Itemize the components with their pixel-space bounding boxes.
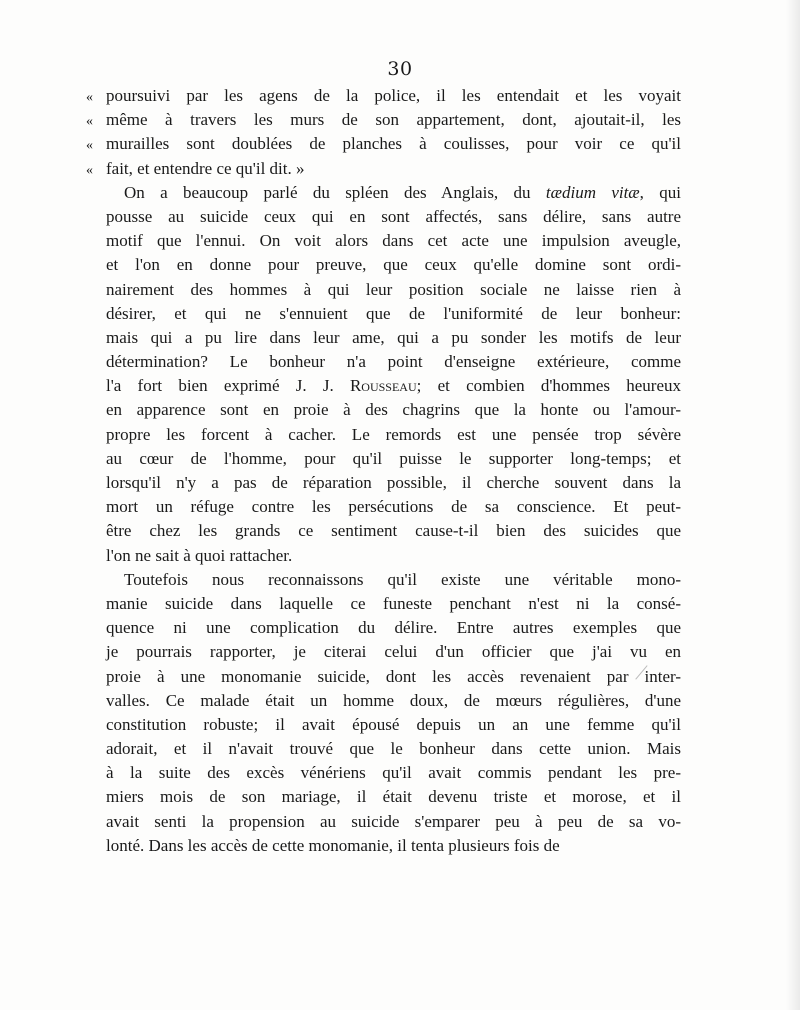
- paragraph-monomanie: [106, 568, 681, 858]
- text-line: miers mois de son mariage, il était devenu triste et morose, et il: [106, 787, 681, 807]
- text-line: proie à une monomanie suicide, dont les accès revenaient par inter-: [106, 666, 681, 686]
- text-line: au cœur de l'homme, pour qu'il puisse le supporter long-temps; et: [106, 448, 681, 468]
- body-text: [86, 84, 682, 858]
- text-line: adorait, et il n'avait trouvé que le bonheur dans cette union. Mais: [106, 739, 681, 759]
- quotation-mark: «: [86, 138, 93, 154]
- text-line: être chez les grands ce sentiment cause-t-il bien des suicides que: [106, 521, 681, 541]
- text-line: nairement des hommes à qui leur position sociale ne laisse rien à: [106, 279, 681, 299]
- text-line: manie suicide dans laquelle ce funeste penchant n'est ni la consé-: [106, 593, 681, 613]
- paragraph-quote: [86, 84, 681, 181]
- text-line: « même à travers les murs de son appartement, dont, ajoutait-il, les: [106, 108, 681, 132]
- text-line: Toutefois nous reconnaissons qu'il existe une véritable mono-: [124, 569, 681, 589]
- text-line: « fait, et entendre ce qu'il dit. »: [106, 157, 681, 181]
- quotation-mark: «: [86, 162, 93, 178]
- text-line: lonté. Dans les accès de cette monomanie, il tenta plusieurs fois de: [106, 835, 560, 855]
- text-line: propre les forcent à cacher. Le remords est une pensée trop sévère: [106, 424, 681, 444]
- text-line: en apparence sont en proie à des chagrins que la honte ou l'amour-: [106, 400, 681, 420]
- text-line: motif que l'ennui. On voit alors dans cet acte une impulsion aveugle,: [106, 231, 681, 251]
- text-line: avait senti la propension au suicide s'emparer peu à peu de sa vo-: [106, 811, 681, 831]
- text-line: l'a fort bien exprimé J. J. Rousseau; et combien d'hommes heureux: [106, 376, 682, 396]
- text-line: « murailles sont doublées de planches à coulisses, pour voir ce qu'il: [106, 132, 681, 156]
- quotation-mark: «: [86, 90, 93, 105]
- text-line: je pourrais rapporter, je citerai celui d'un officier que j'ai vu en: [106, 642, 681, 662]
- page-number: 30: [387, 58, 413, 80]
- quotation-mark: «: [86, 114, 93, 130]
- text-line: mort un réfuge contre les persécutions de sa conscience. Et peut-: [106, 497, 681, 517]
- page-edge-shadow: [786, 0, 800, 1010]
- text-line: lorsqu'il n'y a pas de réparation possible, il cherche souvent dans la: [106, 473, 681, 492]
- text-line: pousse au suicide ceux qui en sont affectés, sans délire, sans autre: [106, 206, 681, 226]
- text-line: l'on ne sait à quoi rattacher.: [106, 545, 293, 565]
- text-line: et l'on en donne pour preuve, que ceux qu'elle domine sont ordi-: [106, 255, 681, 275]
- text-line: valles. Ce malade était un homme doux, de mœurs régulières, d'une: [106, 690, 681, 710]
- text-line: mais qui a pu lire dans leur ame, qui a pu sonder les motifs de leur: [106, 327, 681, 347]
- paragraph-spleen: [106, 181, 681, 568]
- text-line: quence ni une complication du délire. Entre autres exemples que: [106, 618, 681, 638]
- text-line: constitution robuste; il avait épousé depuis un an une femme qu'il: [106, 714, 681, 734]
- text-line: « poursuivi par les agens de la police, il les entendait et les voyait: [106, 84, 681, 108]
- text-line: désirer, et qui ne s'ennuient que de l'uniformité de leur bonheur:: [106, 303, 681, 323]
- text-line: détermination? Le bonheur n'a point d'enseigne extérieure, comme: [106, 352, 681, 372]
- text-line: On a beaucoup parlé du spléen des Anglais, du tædium vitæ, qui: [124, 182, 681, 202]
- text-line: à la suite des excès vénériens qu'il avait commis pendant les pre-: [106, 763, 681, 783]
